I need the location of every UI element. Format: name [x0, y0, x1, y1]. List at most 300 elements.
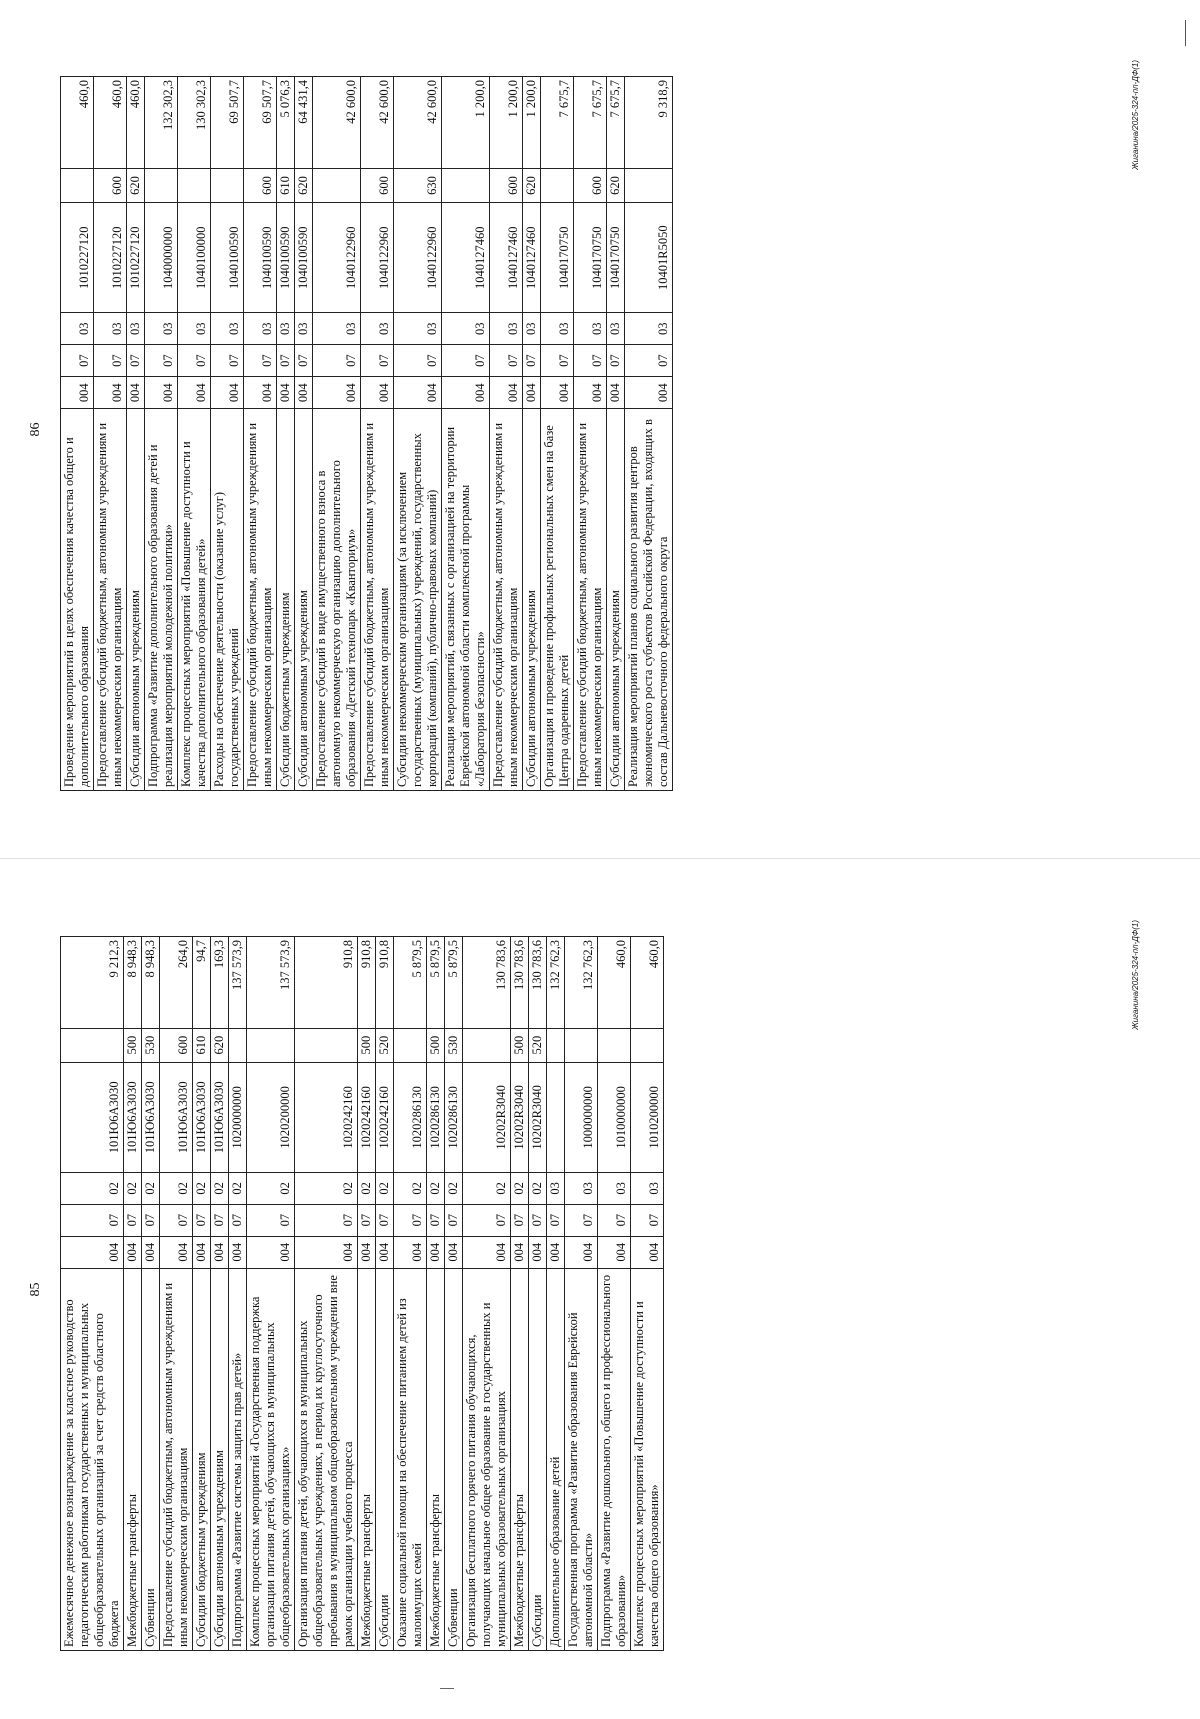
row-section-code: 07 [295, 1204, 358, 1236]
row-section-code: 07 [625, 345, 673, 377]
row-subsection-code: 03 [574, 313, 607, 345]
row-ministry-code: 004 [631, 1236, 664, 1268]
row-target-code: 1010000000 [598, 1062, 631, 1172]
row-expense-type: 610 [193, 1028, 211, 1062]
row-name: Межбюджетные трансферты [124, 1268, 142, 1650]
table-row [277, 77, 295, 791]
row-target-code: 10202R3040 [511, 1062, 529, 1172]
row-ministry-code: 004 [427, 1236, 445, 1268]
row-expense-type [295, 1028, 358, 1062]
row-subsection-code: 02 [376, 1172, 394, 1204]
row-section-code: 07 [361, 345, 394, 377]
row-amount: 460,0 [61, 77, 94, 169]
budget-table [60, 76, 673, 791]
row-name: Реализация мероприятий, связанных с организацией на территории Еврейской автономной области комплексной программы «Лаборатория безопасности» [442, 409, 490, 791]
row-ministry-code: 004 [358, 1236, 376, 1268]
table-row [178, 77, 211, 791]
row-expense-type [211, 168, 244, 202]
row-subsection-code: 03 [490, 313, 523, 345]
row-subsection-code: 02 [358, 1172, 376, 1204]
row-section-code: 07 [358, 1204, 376, 1236]
row-amount: 8 948,3 [142, 937, 160, 1029]
row-ministry-code: 004 [625, 377, 673, 409]
row-section-code: 07 [376, 1204, 394, 1236]
page-86-scan [0, 0, 1200, 859]
table-row [244, 77, 277, 791]
table-row [124, 937, 142, 1651]
row-expense-type: 600 [244, 168, 277, 202]
row-expense-type [394, 1028, 427, 1062]
row-expense-type: 620 [523, 168, 541, 202]
table-row [394, 77, 442, 791]
row-section-code: 07 [211, 1204, 229, 1236]
row-amount: 460,0 [94, 77, 127, 169]
row-name: Субсидии автономным учреждениям [607, 409, 625, 791]
row-name: Комплекс процессных мероприятий «Государственная поддержка организации питания детей, обучающихся в муниципальных общеобразовательных организациях» [247, 1268, 295, 1650]
row-target-code: 101Ю6А3030 [211, 1062, 229, 1172]
table-row [127, 77, 145, 791]
row-amount: 5 879,5 [445, 937, 463, 1029]
row-subsection-code: 03 [277, 313, 295, 345]
table-row [523, 77, 541, 791]
row-name: Подпрограмма «Развитие дошкольного, общего и профессионального образования» [598, 1268, 631, 1650]
table-row [490, 77, 523, 791]
row-expense-type [631, 1028, 664, 1062]
row-section-code: 07 [394, 1204, 427, 1236]
row-target-code: 1020242160 [295, 1062, 358, 1172]
row-amount: 1 200,0 [442, 77, 490, 169]
page-number: 85 [28, 1282, 43, 1297]
row-subsection-code: 02 [229, 1172, 247, 1204]
row-amount: 910,8 [358, 937, 376, 1029]
row-subsection-code: 03 [295, 313, 313, 345]
row-subsection-code: 03 [145, 313, 178, 345]
row-name: Подпрограмма «Развитие системы защиты прав детей» [229, 1268, 247, 1650]
row-expense-type: 520 [376, 1028, 394, 1062]
row-name: Субсидии автономным учреждениям [127, 409, 145, 791]
row-subsection-code: 03 [61, 313, 94, 345]
row-name: Дополнительное образование детей [547, 1268, 565, 1650]
row-section-code: 07 [277, 345, 295, 377]
row-target-code: 101Ю6А3030 [61, 1062, 124, 1172]
row-expense-type [247, 1028, 295, 1062]
row-section-code: 07 [511, 1204, 529, 1236]
row-target-code: 101Ю6А3030 [124, 1062, 142, 1172]
row-ministry-code: 004 [94, 377, 127, 409]
row-expense-type: 530 [445, 1028, 463, 1062]
row-expense-type: 530 [142, 1028, 160, 1062]
row-ministry-code: 004 [547, 1236, 565, 1268]
row-amount: 137 573,9 [247, 937, 295, 1029]
row-target-code: 1040122960 [394, 203, 442, 313]
row-section-code: 07 [598, 1204, 631, 1236]
row-expense-type: 500 [511, 1028, 529, 1062]
table-row [598, 937, 631, 1651]
row-name: Предоставление субсидий бюджетным, автономным учреждениям и иным некоммерческим организациям [160, 1268, 193, 1650]
row-ministry-code: 004 [490, 377, 523, 409]
row-name: Предоставление субсидий бюджетным, автономным учреждениям и иным некоммерческим организациям [94, 409, 127, 791]
row-ministry-code: 004 [61, 1236, 124, 1268]
row-subsection-code: 02 [445, 1172, 463, 1204]
row-ministry-code: 004 [211, 377, 244, 409]
page-85-rotated [0, 860, 1200, 1719]
table-row [361, 77, 394, 791]
row-subsection-code: 02 [394, 1172, 427, 1204]
row-expense-type [625, 168, 673, 202]
row-section-code: 07 [193, 1204, 211, 1236]
row-target-code: 1020242160 [358, 1062, 376, 1172]
row-target-code: 1040127460 [442, 203, 490, 313]
row-amount: 460,0 [127, 77, 145, 169]
row-subsection-code: 02 [211, 1172, 229, 1204]
row-ministry-code: 004 [529, 1236, 547, 1268]
row-expense-type: 600 [490, 168, 523, 202]
row-section-code: 07 [529, 1204, 547, 1236]
row-amount: 132 302,3 [145, 77, 178, 169]
row-name: Субсидии [376, 1268, 394, 1650]
row-target-code: 1040000000 [145, 203, 178, 313]
row-name: Межбюджетные трансферты [427, 1268, 445, 1650]
table-row [160, 937, 193, 1651]
row-subsection-code: 02 [511, 1172, 529, 1204]
table-row [565, 937, 598, 1651]
row-amount: 169,3 [211, 937, 229, 1029]
row-subsection-code: 02 [142, 1172, 160, 1204]
row-section-code: 07 [127, 345, 145, 377]
row-expense-type: 630 [394, 168, 442, 202]
table-row [394, 937, 427, 1651]
row-subsection-code: 02 [427, 1172, 445, 1204]
row-section-code: 07 [145, 345, 178, 377]
table-row [625, 77, 673, 791]
row-amount: 9 318,9 [625, 77, 673, 169]
row-target-code: 1010227120 [94, 203, 127, 313]
row-subsection-code: 03 [547, 1172, 565, 1204]
row-target-code: 101Ю6А3030 [193, 1062, 211, 1172]
row-section-code: 07 [94, 345, 127, 377]
row-amount: 910,8 [376, 937, 394, 1029]
table-row [61, 937, 124, 1651]
row-ministry-code: 004 [565, 1236, 598, 1268]
table-row [94, 77, 127, 791]
row-section-code: 07 [124, 1204, 142, 1236]
row-target-code: 10401R5050 [625, 203, 673, 313]
row-amount: 460,0 [598, 937, 631, 1029]
page-86-rotated [0, 0, 1200, 859]
row-ministry-code: 004 [445, 1236, 463, 1268]
table-row [193, 937, 211, 1651]
row-section-code: 07 [631, 1204, 664, 1236]
row-name: Предоставление субсидий бюджетным, автономным учреждениям и иным некоммерческим организациям [244, 409, 277, 791]
row-ministry-code: 004 [142, 1236, 160, 1268]
row-section-code: 07 [313, 345, 361, 377]
row-ministry-code: 004 [244, 377, 277, 409]
row-target-code: 1010227120 [127, 203, 145, 313]
row-section-code: 07 [142, 1204, 160, 1236]
row-target-code: 1040122960 [313, 203, 361, 313]
row-amount: 130 783,6 [463, 937, 511, 1029]
row-amount: 9 212,3 [61, 937, 124, 1029]
row-section-code: 07 [247, 1204, 295, 1236]
row-target-code: 1040100590 [295, 203, 313, 313]
row-amount: 7 675,7 [574, 77, 607, 169]
table-row [541, 77, 574, 791]
table-row [445, 937, 463, 1651]
row-subsection-code: 03 [523, 313, 541, 345]
row-expense-type [229, 1028, 247, 1062]
table-row [211, 937, 229, 1651]
row-amount: 69 507,7 [244, 77, 277, 169]
row-amount: 137 573,9 [229, 937, 247, 1029]
row-expense-type [61, 1028, 124, 1062]
row-ministry-code: 004 [229, 1236, 247, 1268]
row-name: Ежемесячное денежное вознаграждение за классное руководство педагогическим работникам государственных и муниципальных общеобразовательных организаций за счет средств областного бюджета [61, 1268, 124, 1650]
row-name: Межбюджетные трансферты [358, 1268, 376, 1650]
row-ministry-code: 004 [541, 377, 574, 409]
row-section-code: 07 [442, 345, 490, 377]
row-amount: 130 783,6 [529, 937, 547, 1029]
row-name: Субсидии бюджетным учреждениям [277, 409, 295, 791]
row-name: Субсидии некоммерческим организациям (за исключением государственных (муниципальных) учреждений, государственных корпораций (компаний), публично-правовых компаний) [394, 409, 442, 791]
row-section-code: 07 [445, 1204, 463, 1236]
row-amount: 94,7 [193, 937, 211, 1029]
page-number: 86 [28, 422, 43, 437]
row-name: Подпрограмма «Развитие дополнительного образования детей и реализация мероприятий молодежной политики» [145, 409, 178, 791]
row-expense-type: 520 [529, 1028, 547, 1062]
row-subsection-code: 03 [541, 313, 574, 345]
row-section-code: 07 [61, 1204, 124, 1236]
row-target-code: 1040170750 [607, 203, 625, 313]
row-subsection-code: 03 [361, 313, 394, 345]
row-target-code: 1010227120 [61, 203, 94, 313]
row-expense-type: 620 [127, 168, 145, 202]
table-row [295, 77, 313, 791]
row-amount: 130 302,3 [178, 77, 211, 169]
table-row [607, 77, 625, 791]
edge-mark [1185, 20, 1186, 46]
row-expense-type: 620 [607, 168, 625, 202]
page-85-scan [0, 860, 1200, 1719]
row-section-code: 07 [178, 345, 211, 377]
row-subsection-code: 02 [295, 1172, 358, 1204]
table-row [574, 77, 607, 791]
row-subsection-code: 03 [598, 1172, 631, 1204]
table-row [211, 77, 244, 791]
row-name: Предоставление субсидий бюджетным, автономным учреждениям и иным некоммерческим организациям [574, 409, 607, 791]
row-name: Проведение мероприятий в целях обеспечения качества общего и дополнительного образования [61, 409, 94, 791]
row-ministry-code: 004 [361, 377, 394, 409]
table-row [145, 77, 178, 791]
row-ministry-code: 004 [376, 1236, 394, 1268]
row-name: Субсидии [529, 1268, 547, 1650]
row-target-code: 1040100590 [244, 203, 277, 313]
row-name: Комплекс процессных мероприятий «Повышение доступности и качества общего образования» [631, 1268, 664, 1650]
row-amount: 5 879,5 [427, 937, 445, 1029]
table-row [631, 937, 664, 1651]
footer-code: Жиганина/2025-324-пп-ДФ(1) [1131, 60, 1140, 170]
row-subsection-code: 02 [529, 1172, 547, 1204]
row-expense-type [598, 1028, 631, 1062]
row-ministry-code: 004 [127, 377, 145, 409]
row-target-code: 1000000000 [565, 1062, 598, 1172]
row-expense-type: 600 [94, 168, 127, 202]
row-expense-type: 620 [295, 168, 313, 202]
row-target-code: 101Ю6А3030 [142, 1062, 160, 1172]
row-ministry-code: 004 [598, 1236, 631, 1268]
row-target-code: 1040127460 [523, 203, 541, 313]
row-amount: 5 076,3 [277, 77, 295, 169]
row-amount: 1 200,0 [490, 77, 523, 169]
row-expense-type [547, 1028, 565, 1062]
row-expense-type [61, 168, 94, 202]
row-ministry-code: 004 [61, 377, 94, 409]
row-target-code: 1020000000 [229, 1062, 247, 1172]
table-row [61, 77, 94, 791]
row-ministry-code: 004 [442, 377, 490, 409]
table-row [376, 937, 394, 1651]
row-target-code: 1040127460 [490, 203, 523, 313]
budget-table [60, 936, 664, 1651]
table-row [529, 937, 547, 1651]
row-amount: 132 762,3 [547, 937, 565, 1029]
table-row [295, 937, 358, 1651]
row-subsection-code: 03 [244, 313, 277, 345]
row-ministry-code: 004 [607, 377, 625, 409]
row-ministry-code: 004 [178, 377, 211, 409]
row-section-code: 07 [295, 345, 313, 377]
row-subsection-code: 02 [61, 1172, 124, 1204]
row-subsection-code: 02 [193, 1172, 211, 1204]
row-section-code: 07 [541, 345, 574, 377]
row-target-code: 1040122960 [361, 203, 394, 313]
row-subsection-code: 03 [313, 313, 361, 345]
row-subsection-code: 02 [247, 1172, 295, 1204]
row-name: Межбюджетные трансферты [511, 1268, 529, 1650]
row-ministry-code: 004 [295, 377, 313, 409]
footer-code: Жиганина/2025-324-пп-ДФ(1) [1131, 920, 1140, 1030]
row-name: Оказание социальной помощи на обеспечение питанием детей из малоимущих семей [394, 1268, 427, 1650]
table-row [313, 77, 361, 791]
row-subsection-code: 02 [463, 1172, 511, 1204]
row-subsection-code: 03 [127, 313, 145, 345]
row-subsection-code: 02 [160, 1172, 193, 1204]
row-amount: 64 431,4 [295, 77, 313, 169]
row-expense-type: 620 [211, 1028, 229, 1062]
row-section-code: 07 [244, 345, 277, 377]
row-amount: 460,0 [631, 937, 664, 1029]
row-section-code: 07 [574, 345, 607, 377]
row-target-code: 10202R3040 [463, 1062, 511, 1172]
row-name: Организация и проведение профильных региональных смен на базе Центра одаренных детей [541, 409, 574, 791]
row-name: Предоставление субсидий бюджетным, автономным учреждениям и иным некоммерческим организациям [490, 409, 523, 791]
row-ministry-code: 004 [211, 1236, 229, 1268]
table-row [229, 937, 247, 1651]
row-subsection-code: 03 [94, 313, 127, 345]
row-section-code: 07 [211, 345, 244, 377]
row-name: Реализация мероприятий планов социального развития центров экономического роста субъектов Российской Федерации, входящих в состав Дальневосточного федерального округа [625, 409, 673, 791]
row-amount: 69 507,7 [211, 77, 244, 169]
page-separator [0, 858, 1200, 859]
row-ministry-code: 004 [277, 377, 295, 409]
row-subsection-code: 02 [124, 1172, 142, 1204]
row-name: Субсидии автономным учреждениям [295, 409, 313, 791]
row-subsection-code: 03 [178, 313, 211, 345]
row-ministry-code: 004 [145, 377, 178, 409]
row-expense-type: 610 [277, 168, 295, 202]
row-ministry-code: 004 [160, 1236, 193, 1268]
row-expense-type: 500 [427, 1028, 445, 1062]
row-target-code [547, 1062, 565, 1172]
row-name: Организация питания детей, обучающихся в муниципальных общеобразовательных учреждениях, в период их круглосуточного пребывания в муниципальном общеобразовательном учреждении вне рамок организации учебного процесса [295, 1268, 358, 1650]
row-name: Субвенции [445, 1268, 463, 1650]
table-row [547, 937, 565, 1651]
row-target-code: 1040100590 [277, 203, 295, 313]
table-row [427, 937, 445, 1651]
row-amount: 264,0 [160, 937, 193, 1029]
row-name: Субсидии автономным учреждениям [211, 1268, 229, 1650]
row-expense-type: 600 [160, 1028, 193, 1062]
row-amount: 42 600,0 [394, 77, 442, 169]
row-name: Организация бесплатного горячего питания обучающихся, получающих начальное общее образование в государственных и муниципальных образовательных организациях [463, 1268, 511, 1650]
row-subsection-code: 03 [631, 1172, 664, 1204]
row-name: Комплекс процессных мероприятий «Повышение доступности и качества дополнительного образования детей» [178, 409, 211, 791]
row-section-code: 07 [547, 1204, 565, 1236]
row-expense-type [463, 1028, 511, 1062]
row-name: Предоставление субсидий в виде имущественного взноса в автономную некоммерческую организацию дополнительного образования «Детский технопарк «Кванториум» [313, 409, 361, 791]
row-amount: 8 948,3 [124, 937, 142, 1029]
row-amount: 910,8 [295, 937, 358, 1029]
row-ministry-code: 004 [394, 1236, 427, 1268]
row-section-code: 07 [490, 345, 523, 377]
row-target-code: 1020286130 [445, 1062, 463, 1172]
row-subsection-code: 03 [607, 313, 625, 345]
row-name: Государственная программа «Развитие образования Еврейской автономной области» [565, 1268, 598, 1650]
row-ministry-code: 004 [295, 1236, 358, 1268]
row-target-code: 1040100000 [178, 203, 211, 313]
row-ministry-code: 004 [574, 377, 607, 409]
row-expense-type [145, 168, 178, 202]
row-target-code: 1020286130 [427, 1062, 445, 1172]
row-amount: 132 762,3 [565, 937, 598, 1029]
row-amount: 7 675,7 [541, 77, 574, 169]
row-target-code: 1040100590 [211, 203, 244, 313]
row-expense-type: 600 [574, 168, 607, 202]
row-target-code: 1020242160 [376, 1062, 394, 1172]
row-ministry-code: 004 [523, 377, 541, 409]
row-ministry-code: 004 [313, 377, 361, 409]
table-row [142, 937, 160, 1651]
row-section-code: 07 [394, 345, 442, 377]
row-target-code: 1010200000 [631, 1062, 664, 1172]
table-row [442, 77, 490, 791]
row-subsection-code: 03 [565, 1172, 598, 1204]
row-amount: 5 879,5 [394, 937, 427, 1029]
row-section-code: 07 [523, 345, 541, 377]
row-expense-type [541, 168, 574, 202]
row-ministry-code: 004 [193, 1236, 211, 1268]
row-ministry-code: 004 [394, 377, 442, 409]
row-subsection-code: 03 [442, 313, 490, 345]
row-name: Субсидии бюджетным учреждениям [193, 1268, 211, 1650]
row-expense-type [442, 168, 490, 202]
row-section-code: 07 [463, 1204, 511, 1236]
row-amount: 42 600,0 [361, 77, 394, 169]
row-target-code: 1020200000 [247, 1062, 295, 1172]
row-amount: 42 600,0 [313, 77, 361, 169]
row-expense-type: 500 [358, 1028, 376, 1062]
row-ministry-code: 004 [247, 1236, 295, 1268]
table-row [358, 937, 376, 1651]
